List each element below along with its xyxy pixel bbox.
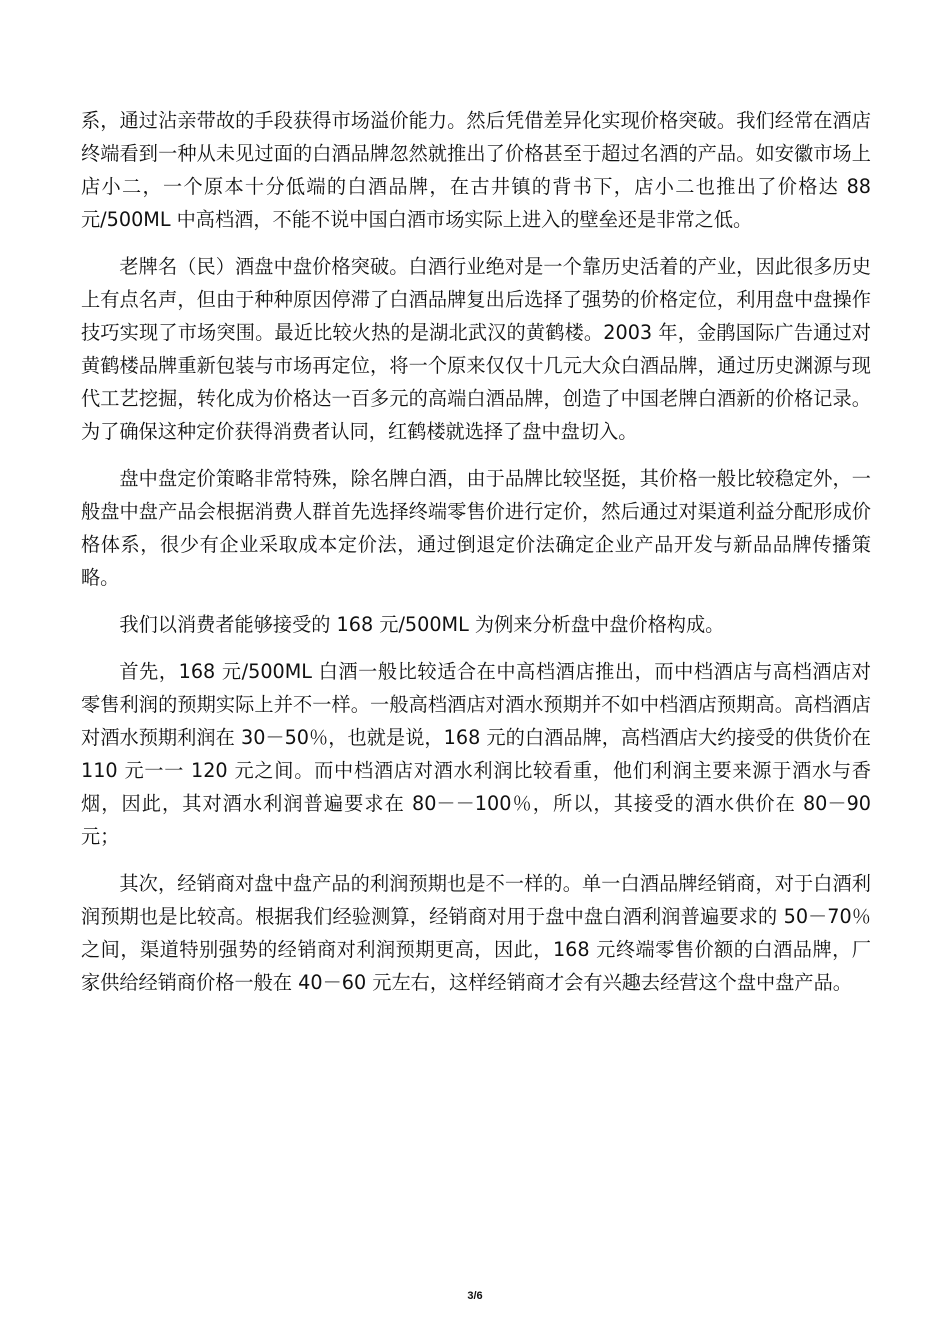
paragraph-laopai-pricing: 老牌名（民）酒盘中盘价格突破。白酒行业绝对是一个靠历史活着的产业，因此很多历史上有点名声，但由于种种原因停滞了白酒品牌复出后选择了强势的价格定位，利用盘中盘操作技巧实现了市场突围。最近比较火热的是湖北武汉的黄鹤楼。2003 年，金鹃国际广告通过对黄鹤楼品牌重新包装与市场再定位，将一个原来仅仅十几元大众白酒品牌，通过历史渊源与现代工艺挖掘，转化成为价格达一百多元的高端白酒品牌，创造了中国老牌白酒新的价格记录。为了确保这种定价获得消费者认同，红鹤楼就选择了盘中盘切入。	[81, 255, 871, 443]
paragraph-pricing-strategy: 盘中盘定价策略非常特殊，除名牌白酒，由于品牌比较坚挺，其价格一般比较稳定外，一般盘中盘产品会根据消费人群首先选择终端零售价进行定价，然后通过对渠道利益分配形成价格体系，很少有企业采取成本定价法，通过倒退定价法确定企业产品开发与新品品牌传播策略。	[81, 467, 871, 589]
document-body	[81, 104, 871, 1013]
paragraph-first-hotels: 首先，168 元/500ML 白酒一般比较适合在中高档酒店推出，而中档酒店与高档酒店对零售利润的预期实际上并不一样。一般高档酒店对酒水预期并不如中档酒店预期高。高档酒店对酒水预期利润在 30－50％，也就是说，168 元的白酒品牌，高档酒店大约接受的供货价在 110 元一一 120 元之间。而中档酒店对酒水利润比较看重，他们利润主要来源于酒水与香烟，因此，其对酒水利润普遍要求在 80－－100％，所以，其接受的酒水供价在 80－90 元；	[81, 660, 871, 848]
page-number: 3/6	[467, 1290, 483, 1302]
paragraph-example-intro: 我们以消费者能够接受的 168 元/500ML 为例来分析盘中盘价格构成。	[119, 613, 725, 636]
paragraph-second-distributors: 其次，经销商对盘中盘产品的利润预期也是不一样的。单一白酒品牌经销商，对于白酒利润预期也是比较高。根据我们经验测算，经销商对用于盘中盘白酒利润普遍要求的 50－70％之间，渠道特别强势的经销商对利润预期更高，因此，168 元终端零售价额的白酒品牌，厂家供给经销商价格一般在 40－60 元左右，这样经销商才会有兴趣去经营这个盘中盘产品。	[81, 872, 871, 994]
paragraph-continuation: 系，通过沾亲带故的手段获得市场溢价能力。然后凭借差异化实现价格突破。我们经常在酒店终端看到一种从未见过面的白酒品牌忽然就推出了价格甚至于超过名酒的产品。如安徽市场上店小二，一个原本十分低端的白酒品牌，在古井镇的背书下，店小二也推出了价格达 88 元/500ML 中高档酒，不能不说中国白酒市场实际上进入的壁垒还是非常之低。	[81, 109, 871, 231]
